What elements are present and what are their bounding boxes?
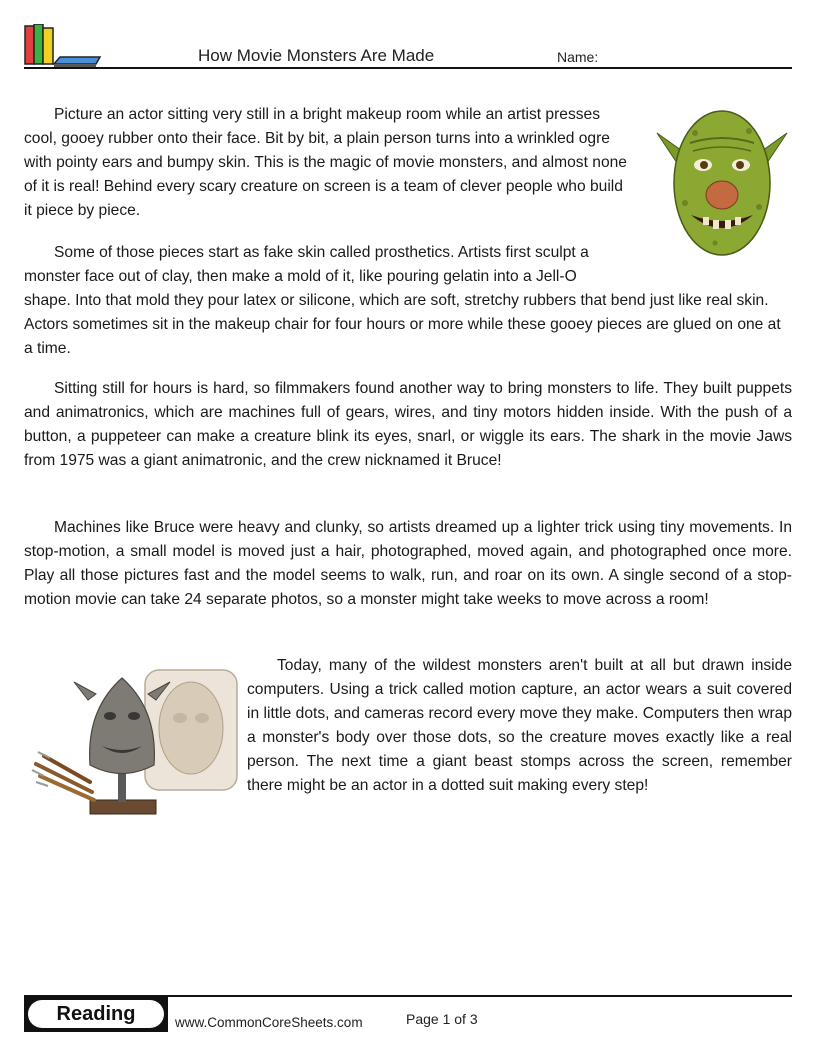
paragraph-4: Machines like Bruce were heavy and clunky, so artists dreamed up a lighter trick using tiny movements. In stop-motion, a small model is moved just a hair, photographed, moved again, and photographed once more. Play all those pictures fast and the model seems to walk, run, and roar on its own. A single second of a stop-motion movie can take 24 separate photos, so a monster might take weeks to move across a room! xyxy=(24,519,792,608)
books-logo-icon xyxy=(24,24,102,68)
paragraph-2-text: Some of those pieces start as fake skin called prosthetics. Artists first sculpt a monster face out of clay, then make a mold of it, like pouring gelatin into a Jell-O shape. Into that mold they pour latex or silicone, which are soft, stretchy rubbers that bend just like real skin. Actors sometimes sit in the makeup chair for four hours or more while these gooey pieces are glued on one at a time. xyxy=(24,244,781,357)
page-number: Page 1 of 3 xyxy=(406,1011,478,1027)
site-url: www.CommonCoreSheets.com xyxy=(175,1015,363,1030)
header-divider xyxy=(24,67,792,69)
paragraph-3: Sitting still for hours is hard, so filmmakers found another way to bring monsters to life. They built puppets and animatronics, which are machines full of gears, wires, and tiny motors hidden inside. With the push of a button, a puppeteer can make a creature blink its eyes, snarl, or wiggle its ears. The shark in the movie Jaws from 1975 was a giant animatronic, and the crew nicknamed it Bruce! xyxy=(24,380,792,469)
paragraph-5: Today, many of the wildest monsters aren't built at all but drawn inside computers. Using a trick called motion capture, an actor wears a suit covered in little dots, and cameras record every move they make. Computers then wrap a monster's body over those dots, so the creature moves exactly like a real person. The next time a giant beast stomps across the screen, remember there might be an actor in a dotted suit making every step! xyxy=(247,657,792,794)
ogre-mask-image xyxy=(655,103,789,261)
paragraph-1: Picture an actor sitting very still in a bright makeup room while an artist presses cool, gooey rubber onto their face. Bit by bit, a plain person turns into a wrinkled ogre with pointy ears and bumpy skin. This is the magic of movie monsters, and almost none of it is real! Behind every scary creature on screen is a team of clever people who build it piece by piece. xyxy=(24,106,627,219)
page-title: How Movie Monsters Are Made xyxy=(198,46,435,65)
reading-badge-label: Reading xyxy=(28,1000,164,1028)
name-label: Name: xyxy=(557,49,599,65)
paragraph-2 xyxy=(24,241,792,361)
monster-bust-and-mold-image xyxy=(30,660,240,820)
reading-badge xyxy=(24,997,168,1032)
